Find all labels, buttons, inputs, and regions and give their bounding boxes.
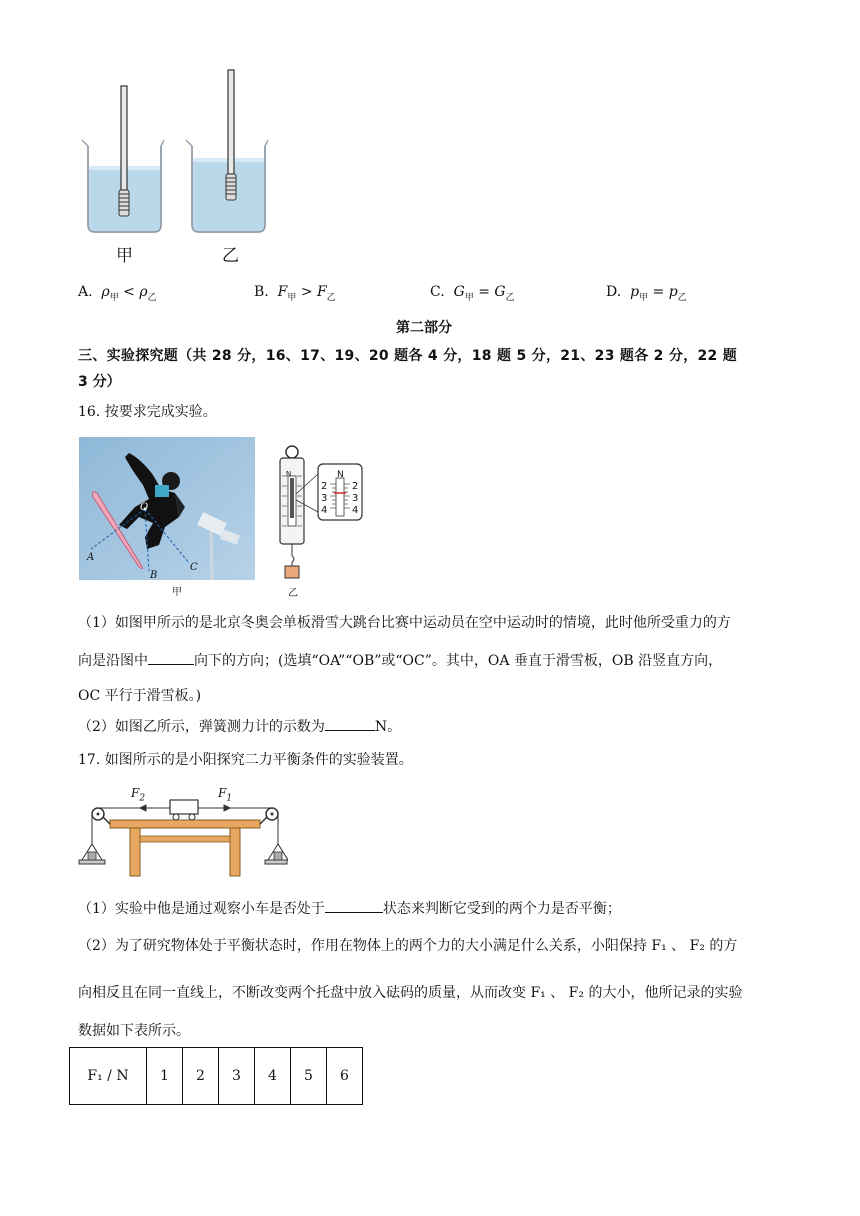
- fig-label-yi: 乙: [288, 588, 298, 599]
- inset-tick-2: 2: [321, 481, 328, 492]
- label-f1: $F_1$: [218, 786, 233, 804]
- inset-unit-n: N: [337, 470, 344, 480]
- section-heading-line1: 三、实验探究题（共 28 分，16、17、19、20 题各 4 分，18 题 5 分，21、23 题各 2 分，22 题: [78, 348, 738, 364]
- table-cell: 4: [255, 1048, 291, 1105]
- q16-answer-blank-1[interactable]: [148, 650, 194, 665]
- beaker-label-yi: 乙: [222, 246, 239, 266]
- inset-tick-3r: 3: [352, 493, 359, 504]
- two-force-apparatus: [74, 786, 288, 880]
- pulley-left: [92, 808, 110, 824]
- snowboarder-photo: [79, 437, 255, 580]
- q16-stem: 16. 按要求完成实验。: [78, 404, 217, 420]
- spring-scale: [280, 446, 304, 578]
- beaker-label-jia: 甲: [116, 246, 133, 266]
- table-cell: 3: [219, 1048, 255, 1105]
- beaker-yi: [186, 70, 268, 232]
- q16-answer-blank-2[interactable]: [325, 716, 375, 731]
- scale-unit-n: N: [286, 470, 292, 478]
- data-table: [69, 1047, 363, 1105]
- label-b: B: [150, 570, 158, 581]
- q17-answer-blank-1[interactable]: [325, 898, 383, 913]
- table-cell: 6: [327, 1048, 363, 1105]
- label-a: A: [87, 552, 95, 563]
- label-f2: $F_2$: [131, 786, 146, 804]
- pan-left: [79, 844, 105, 864]
- table-cell: 5: [291, 1048, 327, 1105]
- section-heading-line2: 3 分）: [78, 374, 121, 390]
- label-o: O: [140, 502, 149, 513]
- inset-tick-2r: 2: [352, 481, 359, 492]
- q16-part1-line2: 向是沿图中 向下的方向；(选填“OA”“OB”或“OC”。其中，OA 垂直于滑雪板，OB 沿竖直方向，: [78, 650, 722, 671]
- q16-part1-line3: OC 平行于滑雪板。): [78, 688, 202, 704]
- table: [110, 820, 260, 876]
- inset-tick-4: 4: [321, 505, 328, 516]
- q17-part1: （1）实验中他是通过观察小车是否处于 状态来判断它受到的两个力是否平衡；: [78, 898, 621, 919]
- q16-part1-line1: （1）如图甲所示的是北京冬奥会单板滑雪大跳台比赛中运动员在空中运动时的情境，此时他所受重力的方: [78, 615, 731, 631]
- q17-stem: 17. 如图所示的是小阳探究二力平衡条件的实验装置。: [78, 752, 413, 768]
- q16-part2: （2）如图乙所示，弹簧测力计的示数为 N。: [78, 716, 401, 737]
- cart: [170, 800, 198, 820]
- q17-part2-line2: 向相反且在同一直线上，不断改变两个托盘中放入砝码的质量，从而改变 F₁ 、 F₂ 的大小，他所记录的实验: [78, 985, 743, 1001]
- fig-label-jia: 甲: [172, 587, 182, 598]
- table-header-f1: F₁ / N: [70, 1048, 147, 1105]
- table-cell: 1: [147, 1048, 183, 1105]
- option-a: A. $\rho_甲 < \rho_乙$: [78, 284, 157, 303]
- pulley-right: [260, 808, 278, 824]
- option-c: C. $G_甲 = G_乙$: [430, 284, 515, 303]
- pan-right: [265, 844, 288, 864]
- part-title: 第二部分: [396, 320, 452, 336]
- q17-part2-line3: 数据如下表所示。: [78, 1023, 190, 1039]
- label-c: C: [190, 562, 198, 573]
- spring-scale-figure: [270, 444, 365, 584]
- option-b: B. $F_甲 > F_乙$: [254, 284, 336, 303]
- inset-tick-4r: 4: [352, 505, 359, 516]
- beaker-jia: [82, 86, 164, 232]
- table-row: [70, 1048, 363, 1105]
- inset-tick-3: 3: [321, 493, 328, 504]
- q17-part2-line1: （2）为了研究物体处于平衡状态时，作用在物体上的两个力的大小满足什么关系，小阳保持 F₁ 、 F₂ 的方: [78, 938, 738, 954]
- table-cell: 2: [183, 1048, 219, 1105]
- beakers-figure: [70, 60, 290, 275]
- option-d: D. $p_甲 = p_乙$: [606, 284, 687, 303]
